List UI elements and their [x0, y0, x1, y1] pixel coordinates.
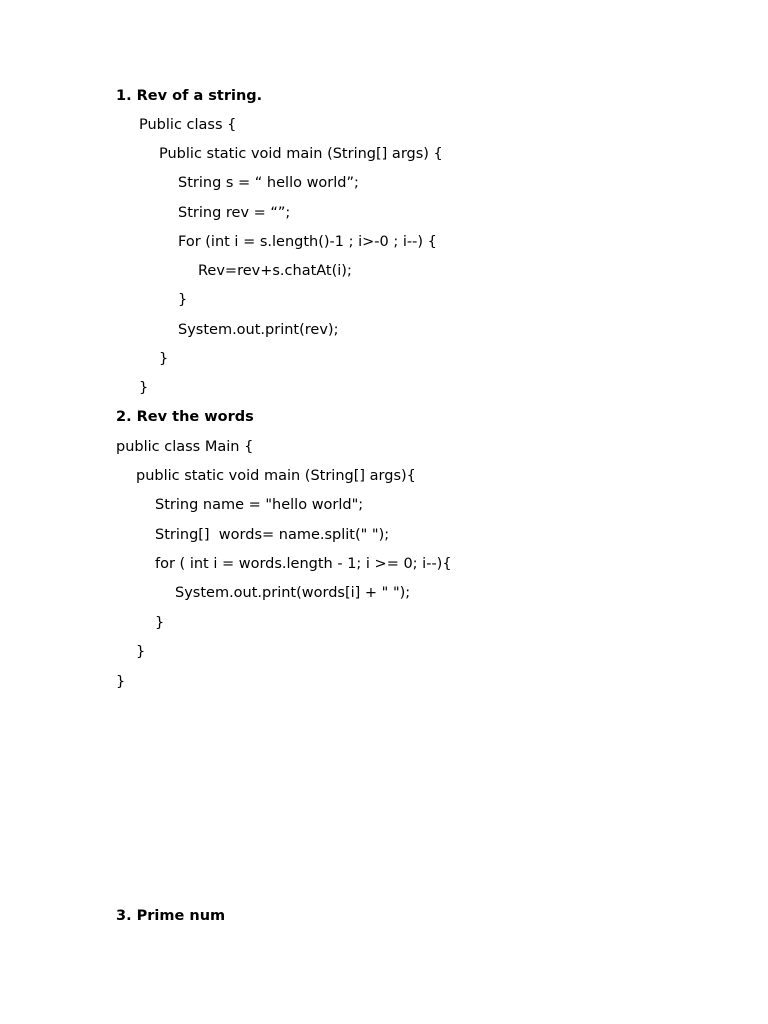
- code-line: public class Main {: [116, 439, 254, 455]
- section-1-heading: 1. Rev of a string.: [116, 88, 263, 104]
- code-line: String name = "hello world";: [155, 497, 364, 513]
- code-line: }: [139, 380, 149, 396]
- code-line: System.out.print(words[i] + " ");: [175, 585, 411, 601]
- code-line: String rev = “”;: [178, 205, 291, 221]
- code-line: }: [116, 674, 126, 690]
- code-line: }: [178, 292, 188, 308]
- code-line: }: [136, 644, 146, 660]
- code-line: String s = “ hello world”;: [178, 175, 359, 191]
- code-line: System.out.print(rev);: [178, 322, 339, 338]
- code-line: For (int i = s.length()-1 ; i>-0 ; i--) {: [178, 234, 437, 250]
- code-line: for ( int i = words.length - 1; i >= 0; i--){: [155, 556, 452, 572]
- code-line: }: [159, 351, 169, 367]
- code-line: Rev=rev+s.chatAt(i);: [198, 263, 352, 279]
- code-line: }: [155, 615, 165, 631]
- code-line: Public static void main (String[] args) {: [159, 146, 443, 162]
- code-line: Public class {: [139, 117, 237, 133]
- section-3-heading: 3. Prime num: [116, 908, 226, 924]
- code-line: public static void main (String[] args){: [136, 468, 416, 484]
- code-line: String[] words= name.split(" ");: [155, 527, 390, 543]
- section-2-heading: 2. Rev the words: [116, 409, 254, 425]
